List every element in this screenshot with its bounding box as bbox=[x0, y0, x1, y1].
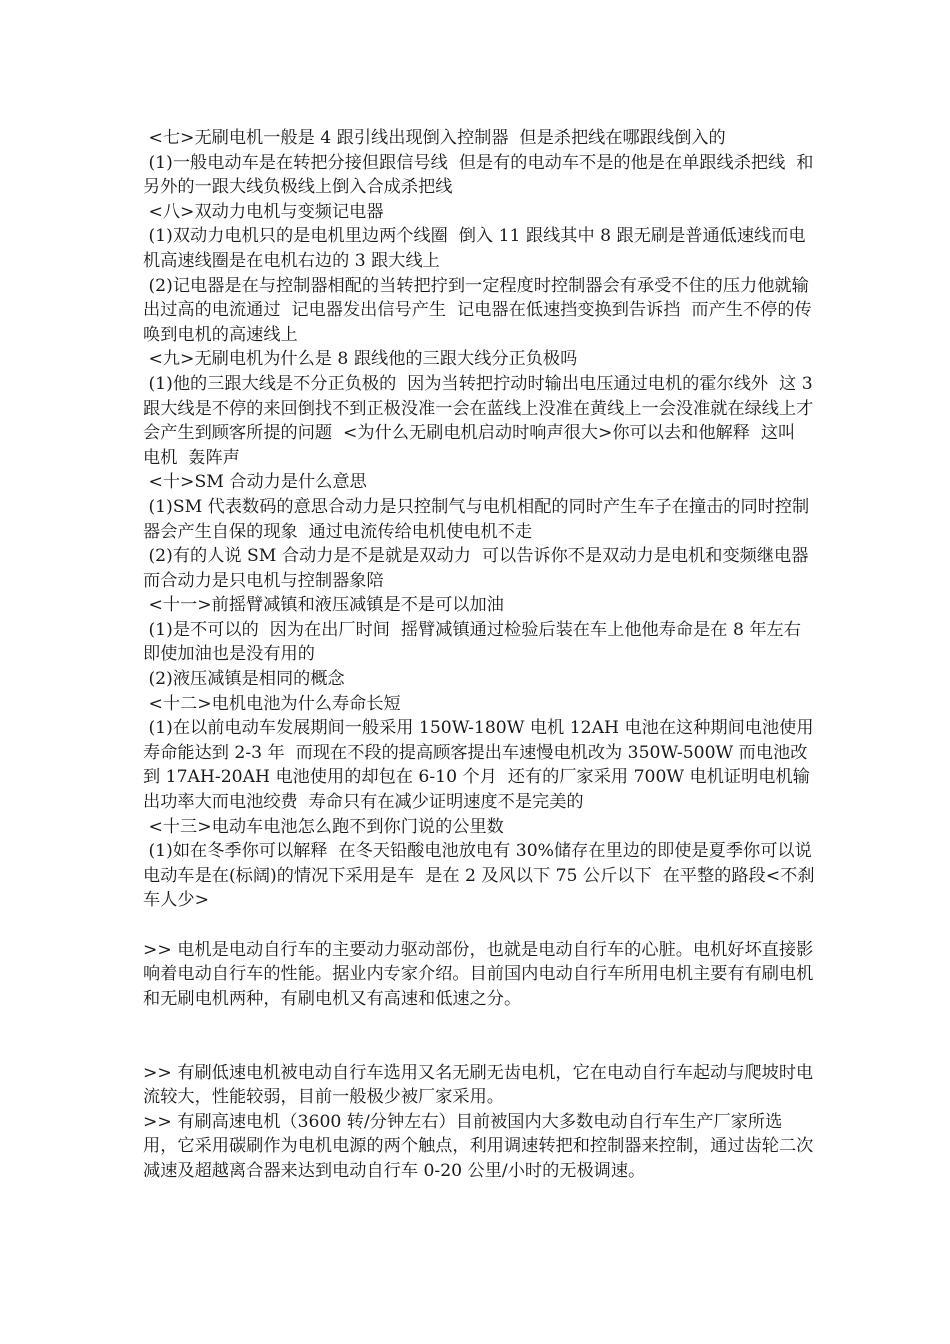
section-heading: <十>SM 合动力是什么意思 bbox=[143, 472, 367, 493]
document-body bbox=[143, 126, 820, 1184]
section-heading: <九>无刷电机为什么是 8 跟线他的三跟大线分正负极吗 bbox=[143, 349, 578, 370]
paragraph: (2)有的人说 SM 合动力是不是就是双动力 可以告诉你不是双动力是电机和变频继电器 而合动力是只电机与控制器象陪 bbox=[143, 546, 820, 591]
paragraph: (2)记电器是在与控制器相配的当转把拧到一定程度时控制器会有承受不住的压力他就输出过高的电流通过 记电器发出信号产生 记电器在低速挡变换到告诉挡 而产生不停的传唤到电机的高速线上 bbox=[143, 275, 812, 345]
paragraph: (1)SM 代表数码的意思合动力是只控制气与电机相配的同时产生车子在撞击的同时控制器会产生自保的现象 通过电流传给电机使电机不走 bbox=[143, 496, 810, 542]
section-heading: <七>无刷电机一般是 4 跟引线出现倒入控制器 但是杀把线在哪跟线倒入的 bbox=[143, 128, 726, 148]
paragraph: (1)一般电动车是在转把分接但跟信号线 但是有的电动车不是的他是在单跟线杀把线 和另外的一跟大线负极线上倒入合成杀把线 bbox=[143, 152, 814, 198]
paragraph: (1)是不可以的 因为在出厂时间 摇臂减镇通过检验后装在车上他他寿命是在 8 年左右即使加油也是没有用的 bbox=[143, 619, 801, 665]
paragraph: (1)双动力电机只的是电机里边两个线圈 倒入 11 跟线其中 8 跟无刷是普通低速线而电机高速线圈是在电机右边的 3 跟大线上 bbox=[143, 226, 806, 271]
paragraph: (1)如在冬季你可以解释 在冬天铅酸电池放电有 30%储存在里边的即使是夏季你可以说电动车是在(标阔)的情况下采用是车 是在 2 及风以下 75 公斤以下 在平整的路段<不刹车人少> bbox=[143, 841, 815, 911]
paragraph: (2)液压减镇是相同的概念 bbox=[143, 669, 345, 690]
blank-line bbox=[143, 913, 815, 938]
section-heading: <十三>电动车电池怎么跑不到你门说的公里数 bbox=[143, 816, 504, 837]
blank-line bbox=[143, 1036, 815, 1061]
section-heading: <十一>前摇臂减镇和液压减镇是不是可以加油 bbox=[143, 595, 504, 616]
paragraph: >> 有刷低速电机被电动自行车选用又名无刷无齿电机，它在电动自行车起动与爬坡时电流较大，性能较弱，目前一般极少被厂家采用。 bbox=[143, 1062, 814, 1108]
section-heading: <八>双动力电机与变频记电器 bbox=[143, 201, 384, 222]
paragraph: (1)他的三跟大线是不分正负极的 因为当转把拧动时输出电压通过电机的霍尔线外 这 3 跟大线是不停的来回倒找不到正极没准一会在蓝线上没准在黄线上一会没准就在绿线上才会产生到顾客所提的问题 <为什么无刷电机启动时响声很大>你可以去和他解释 这叫 电机 轰阵声 bbox=[143, 373, 819, 468]
blank-line bbox=[143, 1011, 815, 1036]
paragraph: >> 电机是电动自行车的主要动力驱动部份，也就是电动自行车的心脏。电机好坏直接影响着电动自行车的性能。据业内专家介绍。目前国内电动自行车所用电机主要有有刷电机和无刷电机两种，有刷电机又有高速和低速之分。 bbox=[143, 939, 814, 1009]
paragraph: >> 有刷高速电机（3600 转/分钟左右）目前被国内大多数电动自行车生产厂家所选用，它采用碳刷作为电机电源的两个触点，利用调速转把和控制器来控制，通过齿轮二次减速及超越离合器来达到电动自行车 0-20 公里/小时的无极调速。 bbox=[143, 1111, 814, 1181]
section-heading: <十二>电机电池为什么寿命长短 bbox=[143, 693, 401, 714]
paragraph: (1)在以前电动车发展期间一般采用 150W-180W 电机 12AH 电池在这种期间电池使用寿命能达到 2-3 年 而现在不段的提高顾客提出车速慢电机改为 350W-500W 而电池改到 17AH-20AH 电池使用的却包在 6-10 个月 还有的厂家采用 700W 电机证明电机输出功率大而电池绞费 寿命只有在减少证明速度不是完美的 bbox=[143, 718, 814, 813]
